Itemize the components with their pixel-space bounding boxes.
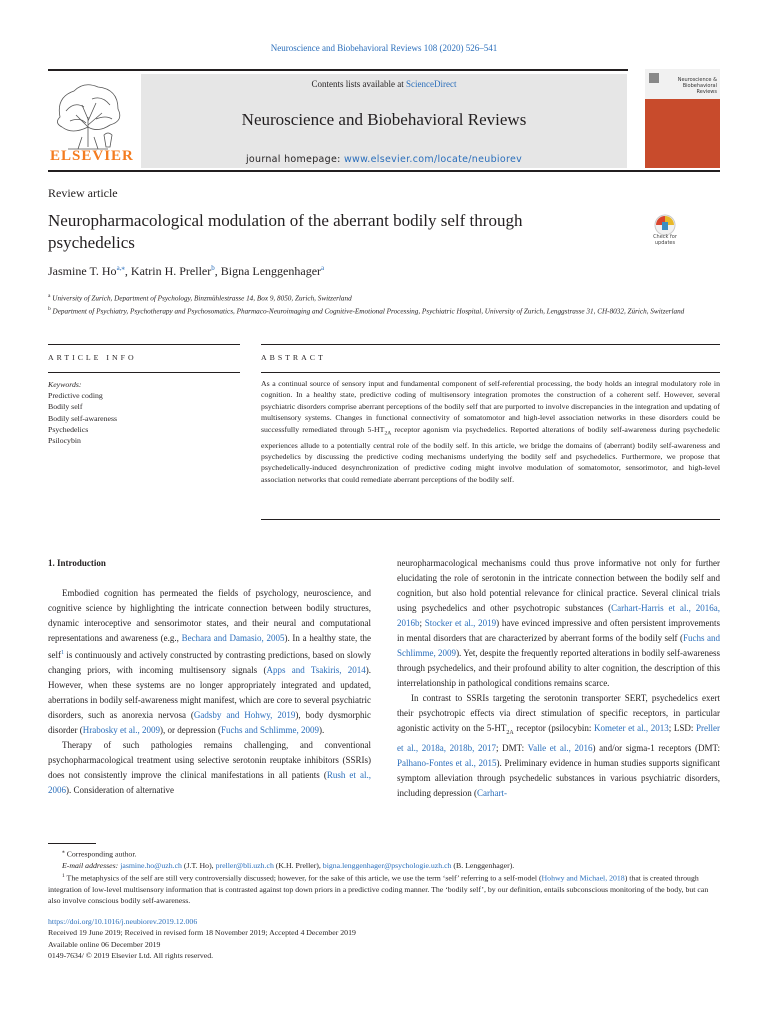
author-list: Jasmine T. $Ho^{a,⁎}$, Katrin H. Preller$^b$, Bigna Lenggenhager$^a$ <box>48 264 325 278</box>
sciencedirect-link[interactable]: ScienceDirect <box>406 79 457 89</box>
cover-title: Neuroscience & Biobehavioral Reviews <box>677 77 717 95</box>
abstract-end-rule <box>261 519 720 520</box>
citation-link[interactable]: Fuchs and Schlimme, 2009 <box>220 725 319 735</box>
homepage-prefix: journal homepage: <box>245 154 344 165</box>
footnote-mark[interactable]: 1 <box>61 650 64 656</box>
section-heading-introduction: 1. Introduction <box>48 558 106 568</box>
body-column-right <box>397 556 720 801</box>
article-type: Review article <box>48 186 118 200</box>
homepage-line <box>141 154 627 165</box>
citation-link[interactable]: Carhart- <box>477 787 507 798</box>
corresponding-author-note: ⁎ Corresponding author. <box>62 849 137 859</box>
affiliations <box>48 291 720 318</box>
abstract-inner-rule <box>261 372 720 373</box>
doi-link[interactable]: https://doi.org/10.1016/j.neubiorev.2019.12.006 <box>48 917 198 926</box>
citation-link[interactable]: Hohwy and Michael, 2018 <box>541 873 625 883</box>
contents-prefix: Contents lists available at <box>311 79 406 89</box>
publisher-wordmark: ELSEVIER <box>50 148 134 164</box>
footnotes <box>48 847 720 907</box>
email-link[interactable]: jasmine.ho@uzh.ch <box>120 860 182 870</box>
affiliation-item: $^b$ Department of Psychiatry, Psychotherapy and Psychosomatics, Pharmaco-Neuroimaging and Cognitive-Emotional Processing, Psychiatric Hospital, University of Zurich, Lenggstrasse 31, CH-8032, Zürich, Switzerland <box>48 306 685 316</box>
author-name[interactable]: Katrin H. Preller <box>130 264 212 278</box>
author-affiliation-mark[interactable]: b <box>211 264 215 272</box>
journal-homepage-link[interactable]: www.elsevier.com/locate/neubiorev <box>343 154 523 165</box>
keyword-item: Predictive coding <box>48 391 103 401</box>
body-paragraph: Embodied cognition has permeated the fields of psychology, neuroscience, and cognitive science by highlighting the intricate connection between bodily structures, dynamic interoceptive and sensorimotor states, and their neural and computational representations and awareness (e.g., Bechara and Damasio, 2005). In a healthy state, the self$^1$ is continuously and actively constructed by contrasting predictions, based on slowly changing priors, with incoming multisensory signals (Apps and Tsakiris, 2014). However, when these systems are no longer appropriately integrated and updated, aberrations in bodily self-awareness might manifest, which are core to several psychiatric disorders, such as anorexia nervosa (Gadsby and Hohwy, 2019), body dysmorphic disorder (Hrabosky et al., 2009), or depression (Fuchs and Schlimme, 2009). <box>48 588 372 735</box>
keyword-item: Psychedelics <box>48 424 89 434</box>
body-paragraph: neuropharmacological mechanisms could thus prove informative not only for further elucidating the role of serotonin in the intricate connection between the bodily self and cognition, but also hold potential relevance for clinical practice. Several clinical trials using psychedelics and other psychotropic substances (Carhart-Harris et al., 2016a, 2016b; Stocker et al., 2019) have evinced impressive and often persistent improvements in mental disorders that are characterized by aberrant forms of the bodily self (Fuchs and Schlimme, 2009). Yet, despite the frequently reported alterations in bodily self-awareness through psychedelics, and their profound ability to alter cognition, the description of this interrelationship in pathological conditions remains scarce. <box>397 558 721 688</box>
article-info-heading: ARTICLE INFO <box>48 353 137 362</box>
abstract-text: As a continual source of sensory input and fundamental component of self-referential processing, the body holds an integral modulatory role in cognition. In a healthy state, predictive coding of multisensory integration promotes the construction of a coherent self. However, several psychiatric disorders comprise aberrant perceptions of the bodily self that are purported to involve discrepancies in the integration and updating of multisensory systems. Changes in functional connectivity of somatomotor and high-level association networks in these disorders could be successfully remediated through $5-HT_{2A}$ receptor agonism via psychedelics. Reported alterations of bodily self-awareness during psychedelic experiences allude to a potentially central role of the bodily self. In this article, we bridge the domains of (aberrant) bodily self-awareness and psychedelics by discussing the predictive coding mechanisms underlying the bodily self and psychedelics. Furthermore, we propose that psychedelically-induced desynchronization of predictive coding might involve modulation of somatomotor, sensorimotor, and high-level association networks that could remediate aberrant perceptions of the bodily self. <box>261 379 720 484</box>
abstract-heading: ABSTRACT <box>261 353 326 362</box>
author-affiliation-mark[interactable]: a,⁎ <box>116 264 125 272</box>
cover-header <box>645 69 720 99</box>
journal-cover-thumbnail[interactable] <box>645 69 720 168</box>
footnote-1: $^1$ The metaphysics of the self are still very controversially discussed; however, for the sake of this article, we use the term ‘self’ referring to a self-model (Hohwy and Michael, 2018) that is created through integration of low-level multisensory information that is contrasted against top down priors in a predictive coding manner. The ‘bodily self’, by our definition, entails subconscious monitoring of the body, but can also involve conscious bodily self-awareness. <box>48 873 709 906</box>
citation-link[interactable]: Palhano-Fontes et al., 2015 <box>397 757 497 768</box>
citation-link[interactable]: Stocker et al., 2019 <box>424 618 497 628</box>
cover-logo-icon <box>649 73 659 83</box>
author-affiliation-mark[interactable]: a <box>321 264 325 272</box>
keywords-list <box>48 379 117 446</box>
citation-link[interactable]: Fuchs and Schlimme, 2009 <box>397 633 721 658</box>
online-date: Available online 06 December 2019 <box>48 939 161 949</box>
masthead-bottom-rule <box>48 170 720 172</box>
affiliation-item: $^a$ University of Zurich, Department of Psychology, Binzmühlestrasse 14, Box 9, 8050, Zurich, Switzerland <box>48 293 352 303</box>
received-dates: Received 19 June 2019; Received in revised form 18 November 2019; Accepted 4 December 2019 <box>48 928 356 938</box>
article-info-rule <box>48 344 240 345</box>
keyword-item: Psilocybin <box>48 436 81 446</box>
contents-line <box>141 79 627 89</box>
author-name[interactable]: Bigna Lenggenhager <box>220 264 322 278</box>
article-metadata <box>48 916 720 961</box>
keyword-item: Bodily self <box>48 402 83 412</box>
keyword-item: Bodily self-awareness <box>48 413 118 423</box>
body-paragraph: In contrast to SSRIs targeting the serotonin transporter SERT, psychedelics exert their psychotropic effects via direct stimulation of specific receptors, in particular agonistic activity on the $5-HT_{2A}$ receptor (psilocybin: Kometer et al., 2013; LSD: Preller et al., 2018a, 2018b, 2017; DMT: Valle et al., 2016) and/or sigma-1 receptors (DMT: Palhano-Fontes et al., 2015). Preliminary evidence in human studies supports significant symptom alleviation through psychedelic substances in various psychiatric disorders, including depression (Carhart- <box>397 693 720 798</box>
body-column-left <box>48 556 371 798</box>
author-name[interactable]: Jasmine T. Ho <box>48 264 117 278</box>
crossmark-label: Check for updates <box>653 234 677 246</box>
citation-link[interactable]: Bechara and Damasio, 2005 <box>181 633 285 643</box>
body-paragraph: Therapy of such pathologies remains challenging, and conventional psychopharmacological treatment using selective serotonin reuptake inhibitors (SSRIs) does not consistently improve the clinical manifestations in all patients (Rush et al., 2006). Consideration of alternative <box>48 740 371 795</box>
email-link[interactable]: preller@bli.uzh.ch <box>215 860 274 870</box>
journal-citation-link[interactable]: Neuroscience and Biobehavioral Reviews 108 (2020) 526–541 <box>270 43 498 53</box>
citation-link[interactable]: Valle et al., 2016 <box>527 742 593 753</box>
journal-name: Neuroscience and Biobehavioral Reviews <box>241 110 527 129</box>
journal-masthead <box>48 69 720 170</box>
citation-link[interactable]: Hrabosky et al., 2009 <box>82 725 160 735</box>
abstract-rule <box>261 344 720 345</box>
keywords-rule <box>48 372 240 373</box>
copyright: 0149-7634/ © 2019 Elsevier Ltd. All rights reserved. <box>48 950 214 960</box>
citation-link[interactable]: Gadsby and Hohwy, 2019 <box>193 710 296 720</box>
email-addresses: E-mail addresses: jasmine.ho@uzh.ch (J.T. Ho), preller@bli.uzh.ch (K.H. Preller), bigna.lenggenhager@psychologie.uzh.ch (B. Lenggenhager). <box>62 860 515 870</box>
citation-link[interactable]: Apps and Tsakiris, 2014 <box>266 665 366 675</box>
footnote-rule <box>48 843 96 844</box>
email-link[interactable]: bigna.lenggenhager@psychologie.uzh.ch <box>322 860 452 870</box>
masthead-top-rule <box>48 69 628 71</box>
journal-band <box>141 74 627 168</box>
citation-link[interactable]: Rush et al., 2006 <box>48 770 371 795</box>
keywords-label: Keywords: <box>48 380 82 389</box>
citation-link[interactable]: Preller et al., 2018a, 2018b, 2017 <box>397 723 720 753</box>
citation-link[interactable]: Carhart-Harris et al., 2016a, 2016b <box>397 603 720 628</box>
article-title: Neuropharmacological modulation of the aberrant bodily self through psychedelics <box>48 211 523 252</box>
citation-link[interactable]: Kometer et al., 2013 <box>594 723 669 733</box>
